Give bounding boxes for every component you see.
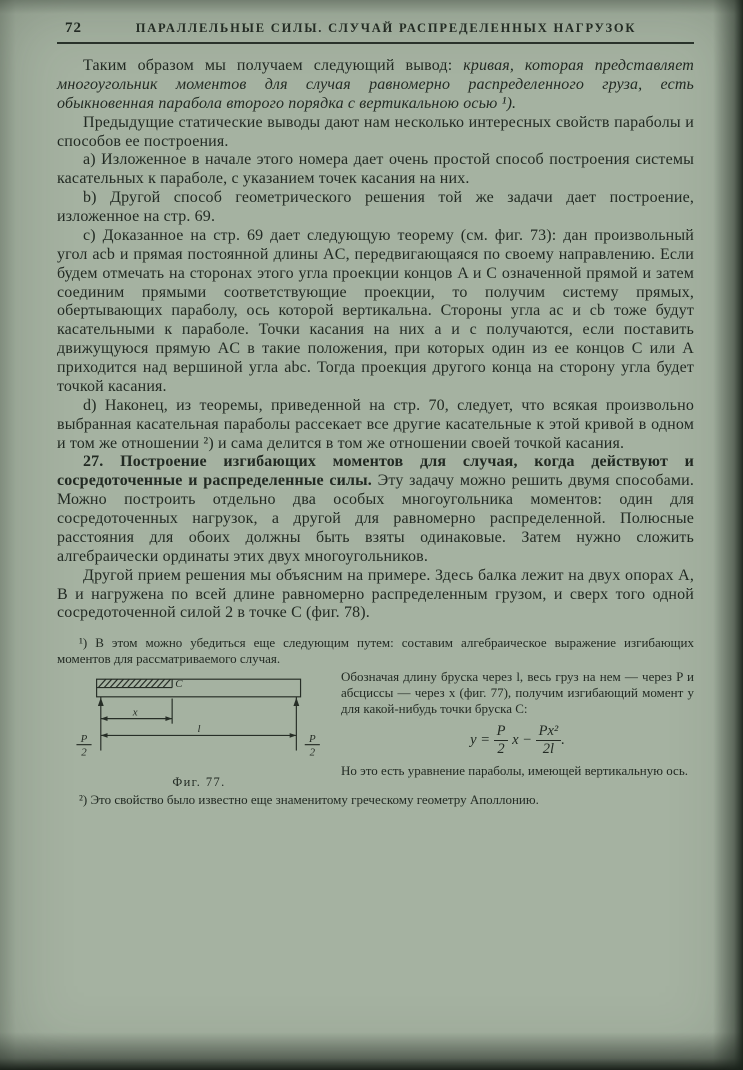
figure-label-x: x	[132, 706, 138, 719]
formula-frac2-denominator: 2l	[542, 740, 555, 757]
formula-fraction-2	[536, 724, 562, 757]
paragraph-properties: Предыдущие статические выводы дают нам несколько интересных свойств параболы и способов ее построения.	[57, 113, 694, 150]
figure-label-p-left-num: P	[80, 733, 88, 746]
formula-frac1-numerator: P	[494, 724, 509, 741]
footnote-2: ²) Это свойство было известно еще знаменитому греческому геометру Аполлонию.	[79, 792, 539, 808]
formula-fraction-1	[494, 724, 509, 757]
page-content	[57, 20, 694, 808]
page-header	[57, 20, 694, 37]
figure-label-p-right-num: P	[308, 733, 316, 746]
running-header: ПАРАЛЛЕЛЬНЫЕ СИЛЫ. СЛУЧАЙ РАСПРЕДЕЛЕННЫХ НАГРУЗОК	[135, 21, 637, 35]
footnote-1-body	[57, 668, 694, 789]
formula-frac1-denominator: 2	[497, 740, 505, 757]
paragraph-item-d: d) Наконец, из теоремы, приведенной на стр. 70, следует, что всякая произвольно выбранная касательная параболы рассекает все другие касательные к этой кривой в одном и том же отношении ²) и сама делится в том же отношении своей точкой касания.	[57, 396, 694, 452]
paragraph-item-a: a) Изложенное в начале этого номера дает очень простой способ построения системы касательных к параболе, с указанием точек касания на них.	[57, 151, 694, 188]
formula-mid: x −	[508, 731, 536, 748]
paragraph-section-27	[57, 453, 694, 566]
figure-label-l: l	[197, 723, 201, 736]
footnote-1-intro: ¹) В этом можно убедиться еще следующим путем: составим алгебраическое выражение изгибающих моментов для рассматриваемого случая.	[57, 635, 694, 667]
figure-label-p-right-den: 2	[309, 746, 316, 759]
footnote-1-continuation: Обозначая длину бруска через l, весь груз на нем — через P и абсциссы — через x (фиг. 77), получим изгибающий момент y для какой-нибудь точки бруска C:	[341, 668, 694, 716]
formula-frac2-numerator: Px²	[536, 724, 562, 741]
beam-outline-group	[76, 679, 319, 750]
footnotes	[57, 635, 694, 808]
figure-label-c: C	[175, 677, 183, 690]
formula-lhs: y =	[470, 731, 494, 748]
beam-diagram	[73, 675, 325, 769]
section-heading: 27. Построение изгибающих моментов для случая, когда действуют и сосредоточенные и распределенные силы.	[57, 453, 694, 490]
paragraph-conclusion	[57, 57, 694, 114]
header-rule	[57, 42, 694, 44]
formula-end: .	[561, 731, 565, 748]
footnote-1-closing: Но это есть уравнение параболы, имеющей вертикальную ось.	[341, 762, 688, 778]
paragraph-item-b: b) Другой способ геометрического решения той же задачи дает построение, изложенное на стр. 69.	[57, 189, 694, 225]
body-text	[57, 57, 694, 623]
figure-caption: Фиг. 77.	[172, 774, 226, 789]
section-body: Эту задачу можно решить двумя способами. Можно построить отдельно два особых многоугольника моментов: один для сосредоточенных нагрузок, а другой для равномерно распределенной. Полюсные расстояния для обоих должны быть взяты одинаковые. Затем нужно сложить алгебраически ординаты этих двух многоугольников.	[57, 472, 695, 565]
figure-77	[71, 675, 327, 790]
paragraph-emphasis: кривая, которая представляет многоугольник моментов для случая равномерно распределенного груза, есть обыкновенная парабола второго порядка с вертикальною осью ¹).	[57, 57, 694, 112]
paragraph-item-c: c) Доказанное на стр. 69 дает следующую теорему (см. фиг. 73): дан произвольный угол acb и прямая постоянной длины AC, передвигающаяся по своему направлению. Если будем отмечать на сторонах этого угла проекции концов A и C означенной прямой и затем соединим прямыми соответствующие проекции, то получим систему прямых, обертывающих параболу, ось которой вертикальна. Стороны угла ac и cb тоже будут касательными к параболе. Точки касания на них a и c получаются, если поставить движущуюся прямую AC в такие положения, при которых один из ее концов C или A приходится над вершиной угла abc. Тогда проекция другого конца на сторону угла будет точкой касания.	[57, 226, 694, 395]
figure-label-p-left-den: 2	[81, 746, 87, 759]
page-number: 72	[65, 20, 82, 36]
paragraph-example: Другой прием решения мы объясним на примере. Здесь балка лежит на двух опорах A, B и нагружена по всей длине равномерно распределенным грузом, и сверх того одной сосредоточенной силой 2 в точке C (фиг. 78).	[57, 566, 694, 622]
paragraph-lead: Таким образом мы получаем следующий вывод:	[83, 57, 464, 74]
